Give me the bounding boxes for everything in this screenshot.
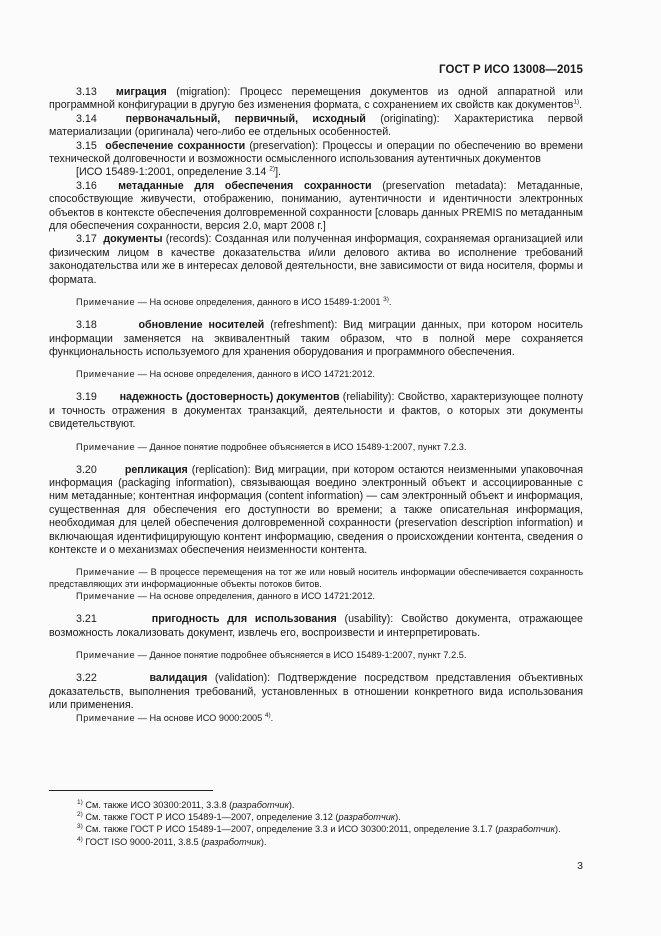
- footnote-ref: 4): [264, 712, 271, 720]
- term-name: документы: [103, 233, 163, 246]
- footnote-italic: разработчик: [204, 836, 261, 847]
- term-source: [ИСО 15489-1:2001, определение 3.14: [76, 166, 270, 179]
- page-number: 3: [577, 860, 583, 872]
- term-name: первоначальный, первичный, исходный: [125, 112, 366, 125]
- footnote-1: [49, 799, 583, 811]
- term-3-18: [49, 319, 583, 359]
- punct: .: [579, 99, 583, 112]
- term-name: пригодность для использования: [151, 613, 337, 626]
- footnote-ref: 3): [383, 296, 389, 304]
- document-header: ГОСТ Р ИСО 13008—2015: [438, 64, 583, 76]
- punct: .: [388, 297, 392, 308]
- footnotes: [49, 799, 583, 848]
- term-number: 3.22: [76, 672, 97, 685]
- note-3-19: [49, 441, 583, 453]
- term-number: 3.17: [76, 233, 97, 246]
- note-label: Примечание: [76, 567, 136, 578]
- term-number: 3.15: [76, 139, 97, 152]
- note-label: Примечание: [76, 591, 136, 602]
- punct: ].: [275, 166, 282, 179]
- note-3-20-b: [49, 590, 583, 602]
- term-number: 3.19: [76, 391, 97, 404]
- footnote-3: [49, 823, 583, 835]
- term-3-20: [49, 464, 583, 558]
- term-number: 3.16: [76, 179, 97, 192]
- term-3-15: [49, 140, 583, 167]
- note-3-21: [49, 649, 583, 661]
- footnote-italic: разработчик: [338, 812, 396, 823]
- note-text: — В процессе перемещения на тот же или новый носитель информации обеспечивается сохранность представляющих эти информационные объекты потоков битов.: [49, 567, 583, 590]
- punct: ).: [260, 836, 267, 847]
- note-3-18: [49, 368, 583, 380]
- note-text: — На основе определения, данного в ИСО 15489-1:2001: [135, 297, 384, 308]
- term-name: обеспечение сохранности: [105, 139, 246, 152]
- term-definition: (migration): Процесс перемещения документов из одной аппаратной или программной конфигурации в другую без изменения формата, с сохранением их свойств как документов: [49, 86, 583, 112]
- document-body: [49, 86, 583, 724]
- punct: ).: [288, 800, 295, 810]
- note-text: — На основе ИСО 9000:2005: [135, 713, 265, 724]
- term-definition: (originating): Характеристика первой материализации (оригинала) чего-либо ее отдельных особенностей.: [49, 112, 583, 139]
- term-definition: (refreshment): Вид миграции данных, при котором носитель информации заменяется на эквивалентный таким образом, что в полной мере сохраняется функциональность используемого для хранения оборудования и программного обеспечения.: [49, 319, 583, 358]
- note-label: Примечание: [76, 297, 136, 308]
- term-definition: (reliability): Свойство, характеризующее полноту и точность отражения в документах транзакций, деятельности и фактов, о которых эти документы свидетельствуют.: [49, 391, 583, 431]
- term-3-21: [49, 613, 583, 640]
- term-definition: (preservation metadata): Метаданные, способствующие живучести, отображению, пониманию, аутентичности и идентичности электронных объектов в контексте обеспечения долговременной сохранности [словарь данных PREMIS по метаданным для обеспечения сохранности, версия 2.0, март 2008 г.]: [49, 179, 583, 233]
- footnote-text: См. также ИСО 30300:2011, 3.3.8 (: [82, 800, 233, 810]
- term-definition: (usability): Свойство документа, отражающее возможность локализовать документ, извлечь его, воспроизвести и интерпретировать.: [49, 613, 583, 639]
- note-text: — На основе определения, данного в ИСО 14721:2012.: [135, 369, 375, 380]
- term-definition: (records): Созданная или полученная информация, сохраняемая организацией или физическим лицом в качестве доказательства и/или делового актива во исполнение требований законодательства или же в интересах деловой деятельности, вне зависимости от вида носителя, формы и формата.: [49, 233, 583, 286]
- footnote-2: [49, 811, 583, 823]
- term-number: 3.14: [76, 112, 97, 125]
- footnote-4: [49, 836, 583, 848]
- term-number: 3.18: [76, 319, 97, 332]
- punct: ).: [555, 824, 561, 835]
- footnote-ref: 1): [573, 98, 580, 106]
- term-3-22: [49, 672, 583, 712]
- note-label: Примечание: [76, 441, 136, 452]
- footnote-mark: 3): [77, 823, 83, 831]
- footnote-text: См. также ГОСТ Р ИСО 15489-1—2007, определение 3.3 и ИСО 30300:2011, определение 3.1.7 (: [82, 824, 499, 835]
- term-number: 3.20: [76, 463, 97, 476]
- footnote-separator: [49, 790, 213, 791]
- term-3-19: [49, 391, 583, 431]
- term-number: 3.21: [76, 613, 97, 626]
- term-3-17: [49, 233, 583, 287]
- note-label: Примечание: [76, 713, 136, 724]
- footnote-italic: разработчик: [232, 800, 289, 810]
- term-definition: (preservation): Процессы и операции по обеспечению во времени технической долговечности и возможности осмысленного использования аутентичных документов: [49, 139, 583, 166]
- footnote-ref: 2): [269, 165, 276, 173]
- note-label: Примечание: [76, 650, 136, 661]
- term-3-13: [49, 86, 583, 113]
- note-label: Примечание: [76, 369, 136, 380]
- term-name: миграция: [115, 86, 167, 98]
- punct: ).: [395, 812, 401, 823]
- footnote-text: ГОСТ ISO 9000-2011, 3.8.5 (: [82, 836, 205, 847]
- punct: .: [270, 713, 274, 724]
- term-name: метаданные для обеспечения сохранности: [118, 179, 372, 192]
- footnote-mark: 4): [77, 835, 83, 843]
- term-3-15-source: [49, 166, 583, 179]
- note-3-22: [49, 712, 583, 724]
- footnote-italic: разработчик: [498, 824, 556, 835]
- term-definition: (validation): Подтверждение посредством представления объективных доказательств, выполнения требований, установленных в отношении конкретного вида использования или применения.: [49, 672, 583, 711]
- term-name: репликация: [124, 463, 188, 476]
- note-text: — На основе определения, данного в ИСО 14721:2012.: [135, 591, 375, 602]
- note-3-20-a: [49, 566, 583, 590]
- term-name: обновление носителей: [138, 319, 265, 332]
- term-name: валидация: [149, 672, 208, 685]
- term-3-16: [49, 180, 583, 234]
- term-name: надежность (достоверность) документов: [119, 391, 340, 404]
- term-definition: (replication): Вид миграции, при котором остаются неизменными упаковочная информация (packaging information), связывающая воедино электронный объект и ассоциированные с ним метаданные; контентная информация (content information) — сам электронный объект и информация, существенная для обеспечения его доступности во времени; а также описательная информация, необходимая для целей обеспечения долговременной сохранности (preservation description information) и включающая идентифицирующую контент информацию, сведения о происхождении контента, сведения о контексте и о механизмах обеспечения неизменности контента.: [49, 463, 583, 556]
- note-text: — Данное понятие подробнее объясняется в ИСО 15489-1:2007, пункт 7.2.3.: [135, 441, 467, 452]
- note-text: — Данное понятие подробнее объясняется в ИСО 15489-1:2007, пункт 7.2.5.: [135, 650, 467, 661]
- footnote-mark: 2): [77, 811, 83, 819]
- footnote-mark: 1): [77, 798, 83, 806]
- term-number: 3.13: [76, 86, 97, 98]
- term-3-14: [49, 113, 583, 140]
- footnote-text: См. также ГОСТ Р ИСО 15489-1—2007, определение 3.12 (: [82, 812, 339, 823]
- note-3-17: [49, 296, 583, 308]
